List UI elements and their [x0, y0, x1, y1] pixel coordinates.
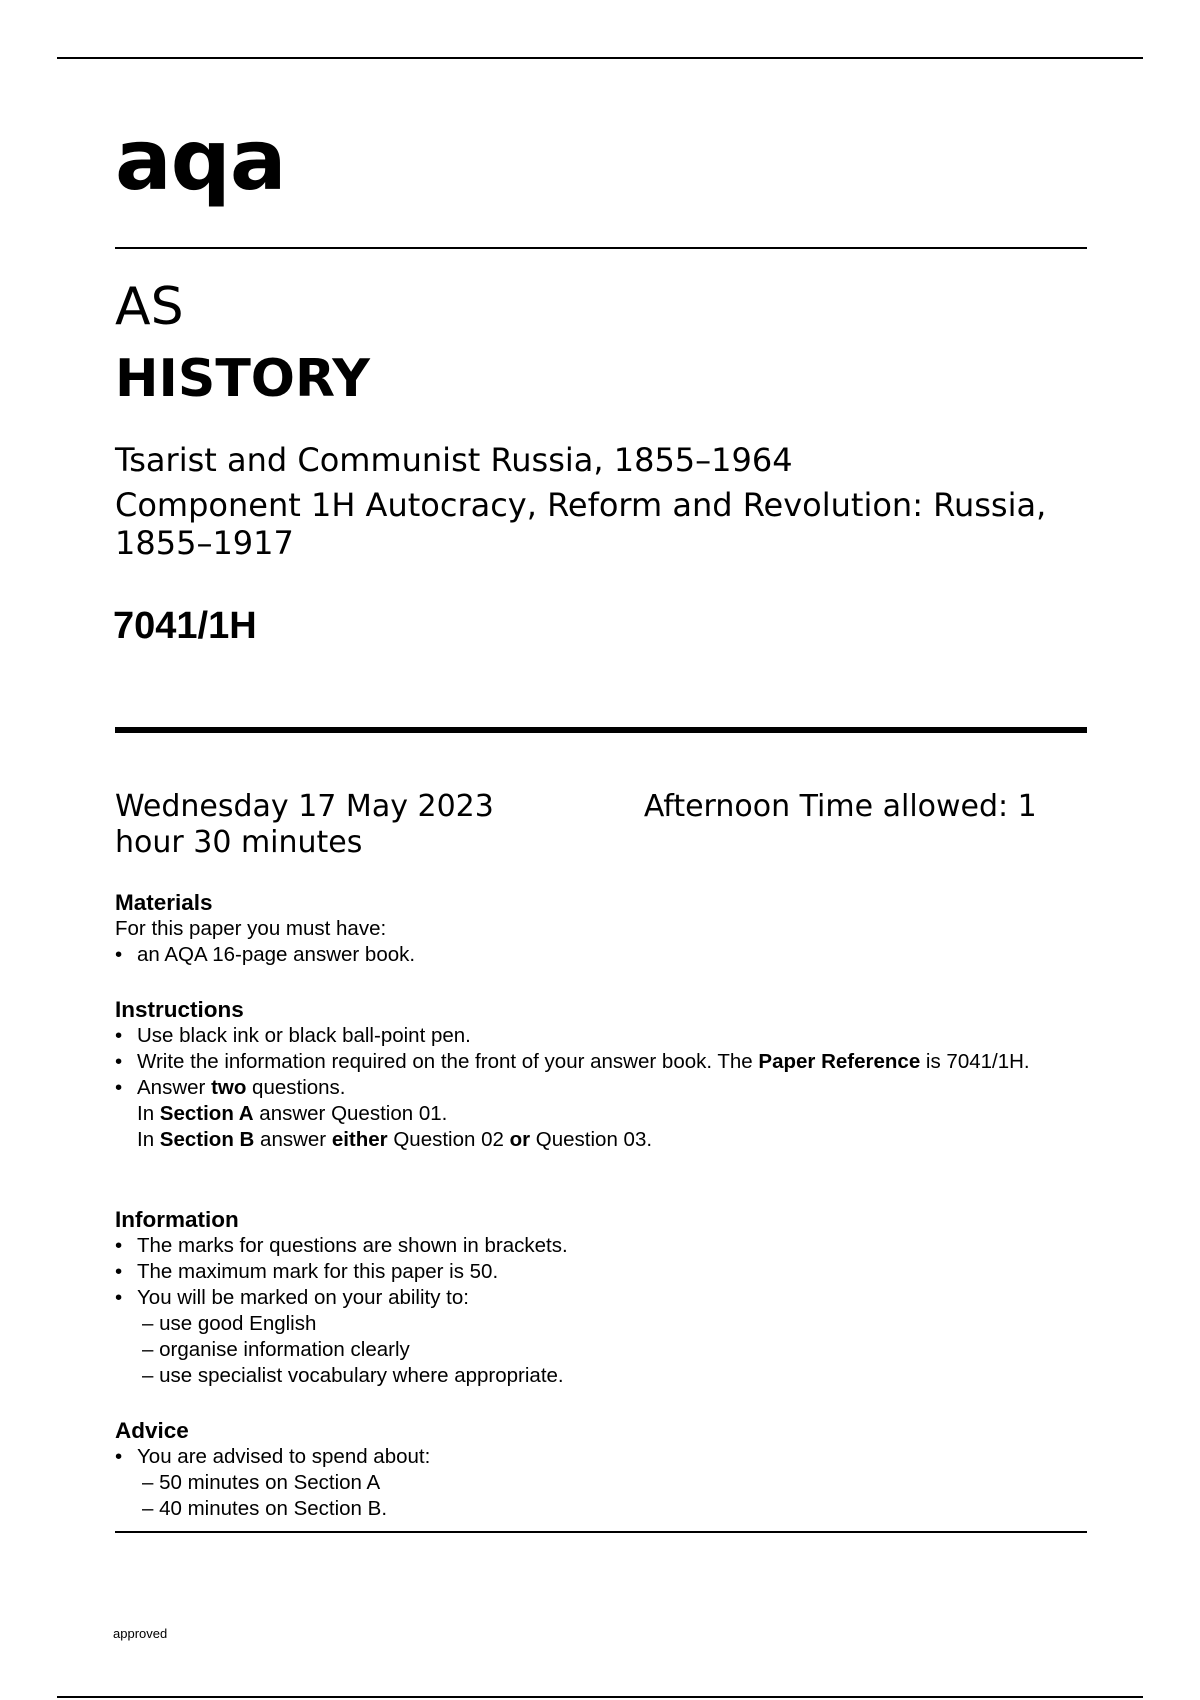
- instruction-section-a: In Section A answer Question 01.: [137, 1102, 448, 1125]
- title-divider: [115, 727, 1087, 733]
- materials-heading: Materials: [115, 890, 213, 915]
- exam-session: Afternoon: [643, 789, 791, 824]
- information-item: • The marks for questions are shown in brackets.: [115, 1233, 1075, 1259]
- information-subitem: – organise information clearly: [142, 1338, 410, 1361]
- information-item: • The maximum mark for this paper is 50.: [115, 1259, 1075, 1285]
- time-allowed: Time allowed: 1 hour 30 minutes: [115, 789, 1037, 860]
- information-section: [115, 1207, 1075, 1389]
- information-heading: Information: [115, 1207, 239, 1232]
- header-divider: [115, 247, 1087, 249]
- page-top-border: [57, 57, 1143, 59]
- paper-title: Tsarist and Communist Russia, 1855–1964: [115, 441, 793, 479]
- advice-subitem: – 40 minutes on Section B.: [142, 1497, 388, 1520]
- instruction-ink: • Use black ink or black ball-point pen.: [115, 1023, 1075, 1049]
- instructions-section: [115, 997, 1075, 1153]
- page-bottom-border: [57, 1696, 1143, 1698]
- information-item: • You will be marked on your ability to:: [115, 1285, 1075, 1311]
- instruction-paper-reference: • Write the information required on the front of your answer book. The Paper Reference is 7041/1H.: [115, 1049, 1075, 1075]
- advice-section: [115, 1418, 1075, 1522]
- subject-title: HISTORY: [115, 349, 370, 409]
- qualification-level: AS: [115, 277, 184, 337]
- advice-subitem: – 50 minutes on Section A: [142, 1471, 381, 1494]
- materials-item: • an AQA 16-page answer book.: [115, 942, 1075, 968]
- exam-date: Wednesday 17 May 2023: [115, 789, 494, 824]
- information-subitem: – use good English: [142, 1312, 317, 1335]
- materials-intro: For this paper you must have:: [115, 917, 387, 940]
- information-subitem: – use specialist vocabulary where appropriate.: [142, 1364, 564, 1387]
- exam-date-line: [115, 789, 1075, 861]
- advice-heading: Advice: [115, 1418, 189, 1443]
- materials-section: [115, 890, 1075, 968]
- approved-note: approved: [113, 1626, 168, 1641]
- content-bottom-divider: [115, 1531, 1087, 1533]
- instruction-section-b: In Section B answer either Question 02 or Question 03.: [137, 1128, 653, 1151]
- aqa-logo: aqa: [115, 111, 286, 209]
- paper-reference: 7041/1H: [113, 605, 257, 647]
- instructions-heading: Instructions: [115, 997, 244, 1022]
- advice-item: • You are advised to spend about:: [115, 1444, 1075, 1470]
- instruction-answer-count: • Answer two questions.: [115, 1075, 1075, 1101]
- component-title: Component 1H Autocracy, Reform and Revolution: Russia, 1855–1917: [115, 486, 1047, 562]
